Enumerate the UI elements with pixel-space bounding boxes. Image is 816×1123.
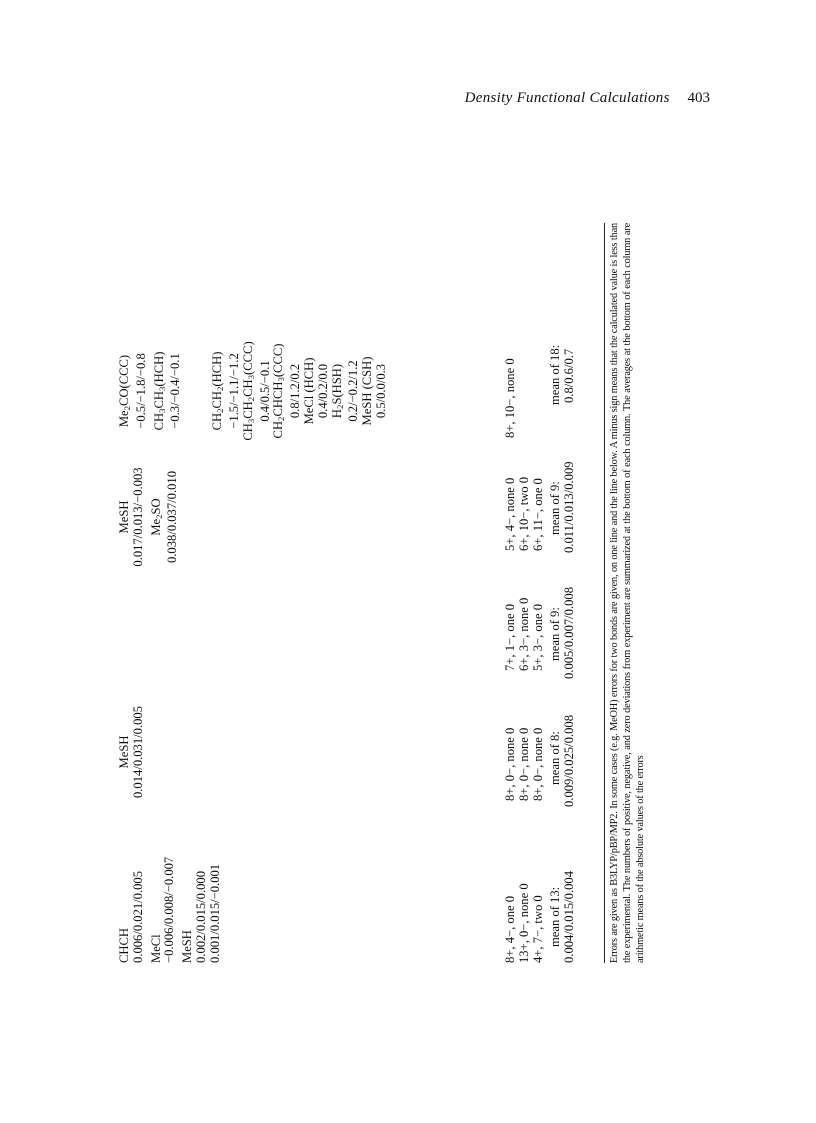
table-cell-label: MeSH (CSH) bbox=[360, 356, 375, 426]
mean-label: mean of 18: bbox=[548, 344, 562, 405]
table-cell-label: $CH_2CHCH_3(CCC)$ bbox=[271, 343, 287, 439]
table-cell-value: 0.002/0.015/0.000 bbox=[193, 870, 208, 963]
table-cell-value: −0.5/−1.8/−0.8 bbox=[133, 353, 148, 429]
table-cell-label: MeCl (HCH) bbox=[301, 357, 316, 425]
rotated-table bbox=[118, 223, 658, 963]
summary-line: 4+, 7−, two 0 bbox=[530, 895, 545, 963]
table-column-5 bbox=[118, 331, 491, 451]
table-cell-label: MeSH bbox=[117, 735, 131, 769]
summary-line: 5+, 3−, one 0 bbox=[530, 603, 545, 671]
table-cell-value: 0.2/−0.2/1.2 bbox=[346, 360, 361, 422]
mean-label: mean of 9: bbox=[548, 607, 562, 661]
table-footnote: Errors are given as B3LYP/pBP/MP2. In some cases (e.g. MeOH) errors for two bonds are given, on one line and the line below. A minus sign means that the calculated value is less than the experimental. The numbers of positive, negative, and zero deviations from experiment are summarized at the bottom of each column. The averages at the bottom of each column are arithmetic means of the absolute values of the errors bbox=[609, 223, 646, 963]
table-cell-label: $H_2S(HSH)$ bbox=[329, 363, 345, 419]
table-cell-label: CHCH bbox=[117, 928, 131, 963]
table-column-2 bbox=[118, 691, 491, 813]
mean-value: 0.8/0.6/0.7 bbox=[562, 348, 576, 403]
summary-line: 6+, 11−, one 0 bbox=[530, 478, 545, 551]
mean-label: mean of 8: bbox=[548, 731, 562, 785]
table-cell-label: $Me_2SO$ bbox=[148, 498, 164, 536]
mean-value: 0.011/0.013/0.009 bbox=[562, 461, 576, 553]
mean-value: 0.005/0.007/0.008 bbox=[562, 586, 576, 679]
summary-line: 8+, 0−, none 0 bbox=[503, 727, 517, 801]
table-column-3 bbox=[118, 581, 491, 691]
summary-line: 8+, 0−, none 0 bbox=[516, 727, 531, 801]
running-head bbox=[465, 90, 710, 107]
table-cell-value: 0.038/0.037/0.010 bbox=[165, 471, 180, 564]
column-2-summary bbox=[504, 728, 545, 801]
summary-line: 5+, 4−, none 0 bbox=[503, 477, 517, 551]
table-cell-value: 0.4/0.2/0.0 bbox=[315, 363, 330, 419]
summary-line: 8+, 4−, one 0 bbox=[503, 895, 517, 963]
table-cell-value: −0.3/−0.4/−0.1 bbox=[168, 353, 183, 429]
table-cell-label: MeCl bbox=[148, 934, 163, 963]
table-cell-value: 0.017/0.013/−0.003 bbox=[130, 467, 145, 567]
table-cell-value: 0.5/0.0/0.3 bbox=[373, 363, 388, 419]
table-cell-label: MeSH bbox=[180, 930, 195, 963]
table-cell-value: −0.006/0.008/−0.007 bbox=[162, 856, 177, 963]
summary-line: 7+, 1−, one 0 bbox=[503, 603, 517, 671]
running-head-title: Density Functional Calculations bbox=[464, 90, 670, 106]
mean-value: 0.009/0.025/0.008 bbox=[562, 714, 576, 807]
column-1-summary bbox=[504, 883, 545, 963]
mean-label: mean of 13: bbox=[548, 886, 562, 947]
summary-line: 8+, 10−, none 0 bbox=[503, 358, 517, 438]
table-column-1 bbox=[118, 813, 491, 963]
summary-line: 6+, 10−, two 0 bbox=[516, 476, 531, 551]
table-rule bbox=[604, 223, 605, 963]
table-cell-value: 0.006/0.021/0.005 bbox=[130, 870, 145, 963]
table-cell-label: $CH_3CH_3(HCH)$ bbox=[151, 351, 167, 431]
summary-line: 8+, 0−, none 0 bbox=[530, 727, 545, 801]
table-cell-value: −1.5/−1.1/−1.2 bbox=[226, 353, 241, 429]
mean-value: 0.004/0.015/0.004 bbox=[562, 870, 576, 963]
table-cell-value: 0.001/0.015/−0.001 bbox=[207, 863, 222, 963]
table-cell-label: $Me_2CO(CCC)$ bbox=[117, 354, 132, 428]
table-cell-label: MeSH bbox=[117, 500, 131, 534]
summary-line: 6+, 3−, none 0 bbox=[516, 597, 531, 671]
column-4-summary bbox=[504, 477, 545, 551]
column-3-summary bbox=[504, 598, 545, 671]
page-number: 403 bbox=[687, 90, 710, 106]
mean-label: mean of 9: bbox=[548, 481, 562, 535]
table-cell-label: $CH_3CH_2CH_3(CCC)$ bbox=[240, 341, 256, 441]
column-5-summary bbox=[504, 358, 518, 438]
table-cell-value: 0.8/1.2/0.2 bbox=[288, 363, 303, 419]
summary-line: 13+, 0−, none 0 bbox=[516, 883, 531, 963]
table-cell-value: 0.014/0.031/0.005 bbox=[130, 706, 145, 799]
table-cell-label: $CH_2CH_2(HCH)$ bbox=[210, 351, 226, 431]
table-cell-value: 0.4/0.5/−0.1 bbox=[257, 360, 272, 422]
table-column-4 bbox=[118, 453, 491, 581]
